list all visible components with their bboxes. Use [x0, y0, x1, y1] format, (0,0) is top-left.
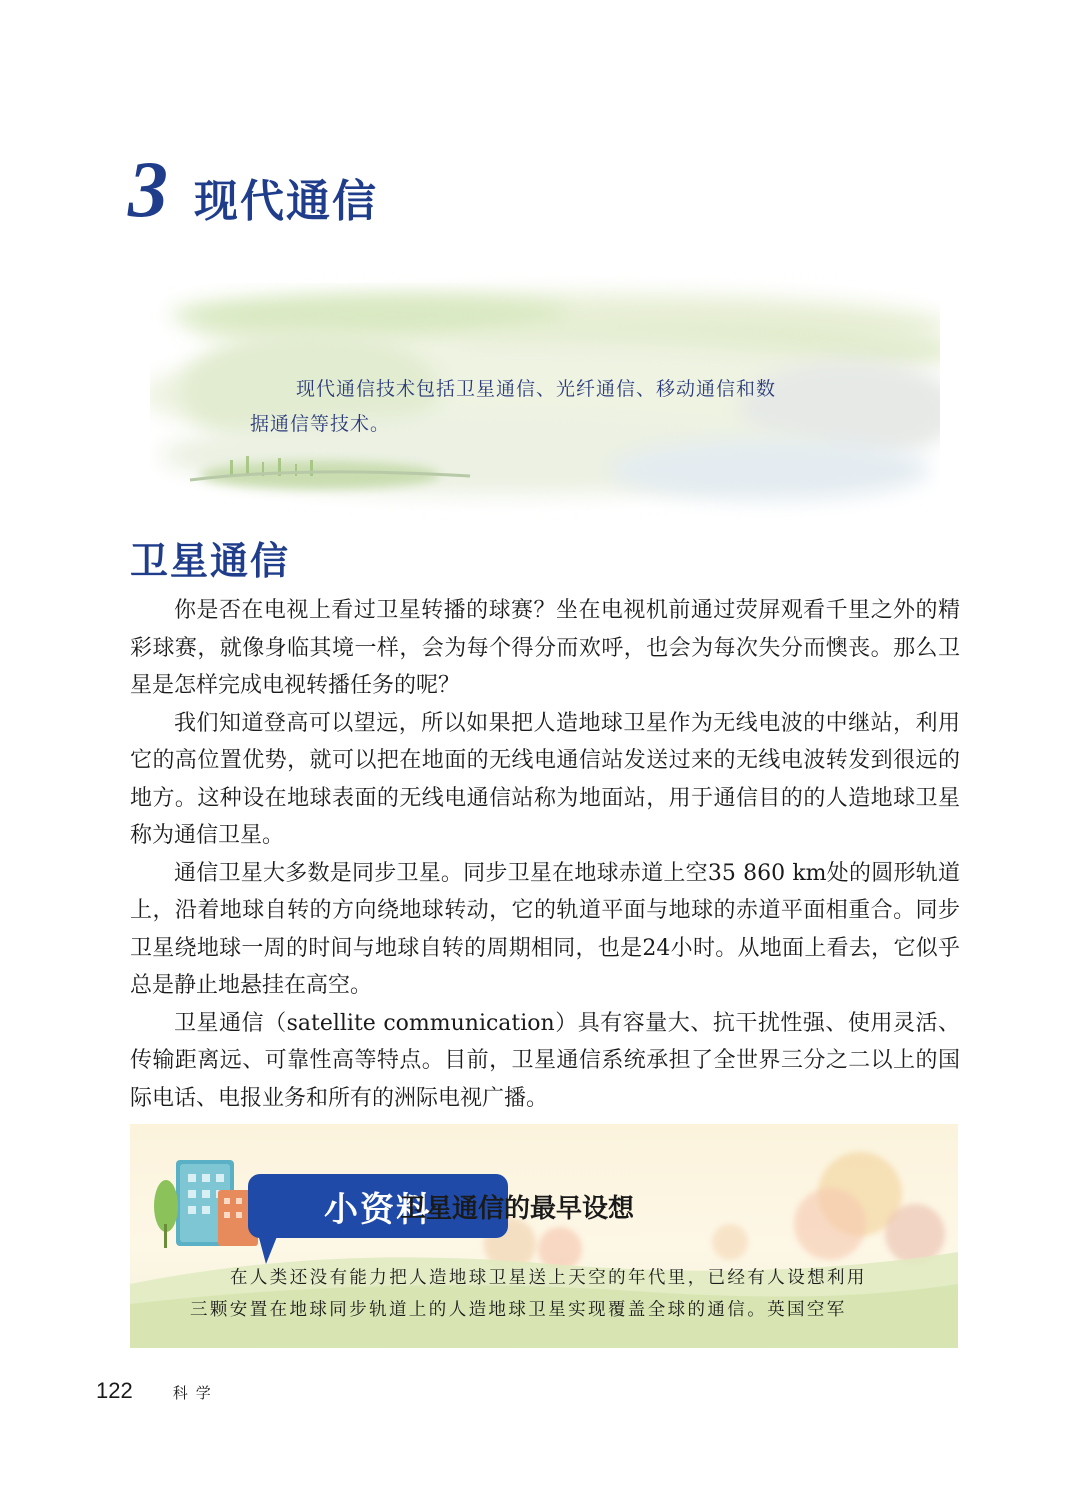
paragraph: 通信卫星大多数是同步卫星。同步卫星在地球赤道上空35 860 km处的圆形轨道上，沿着地球自转的方向绕地球转动，它的轨道平面与地球的赤道平面相重合。同步卫星绕地球一周的时间与地球自转的周期相同，也是24小时。从地面上看去，它似乎总是静止地悬挂在高空。 — [130, 860, 960, 998]
book-building-icon — [154, 1160, 258, 1248]
page-footer — [96, 1378, 219, 1404]
chapter-number: 3 — [128, 146, 168, 234]
info-title: 卫星通信的最早设想 — [400, 1194, 635, 1224]
subject-name: 科学 — [172, 1384, 219, 1402]
intro-banner — [150, 270, 940, 520]
paragraph: 卫星通信（satellite communication）具有容量大、抗干扰性强、使用灵活、传输距离远、可靠性高等特点。目前，卫星通信系统承担了全世界三分之二以上的国际电话、电报业务和所有的洲际电视广播。 — [130, 1010, 960, 1111]
chapter-title: 现代通信 — [194, 176, 378, 227]
chapter-heading — [128, 146, 378, 234]
page-number: 122 — [96, 1378, 133, 1403]
info-label: 小资料 — [248, 1174, 508, 1238]
info-line-1: 在人类还没有能力把人造地球卫星送上天空的年代里，已经有人设想利用 — [230, 1268, 867, 1288]
paragraph: 我们知道登高可以望远，所以如果把人造地球卫星作为无线电波的中继站，利用它的高位置优势，就可以把在地面的无线电通信站发送过来的无线电波转发到很远的地方。这种设在地球表面的无线电通信站称为地面站，用于通信目的的人造地球卫星称为通信卫星。 — [130, 710, 960, 848]
info-line-2: 三颗安置在地球同步轨道上的人造地球卫星实现覆盖全球的通信。英国空军 — [190, 1300, 847, 1320]
intro-line-1: 现代通信技术包括卫星通信、光纤通信、移动通信和数 — [296, 378, 777, 400]
paragraph: 你是否在电视上看过卫星转播的球赛？坐在电视机前通过荧屏观看千里之外的精彩球赛，就像身临其境一样，会为每个得分而欢呼，也会为每次失分而懊丧。那么卫星是怎样完成电视转播任务的呢？ — [130, 598, 960, 698]
intro-line-2: 据通信等技术。 — [250, 413, 391, 435]
info-text — [130, 1262, 958, 1326]
body-text — [130, 592, 960, 1117]
info-box — [130, 1124, 958, 1348]
intro-text — [250, 372, 850, 442]
section-title: 卫星通信 — [130, 539, 291, 583]
